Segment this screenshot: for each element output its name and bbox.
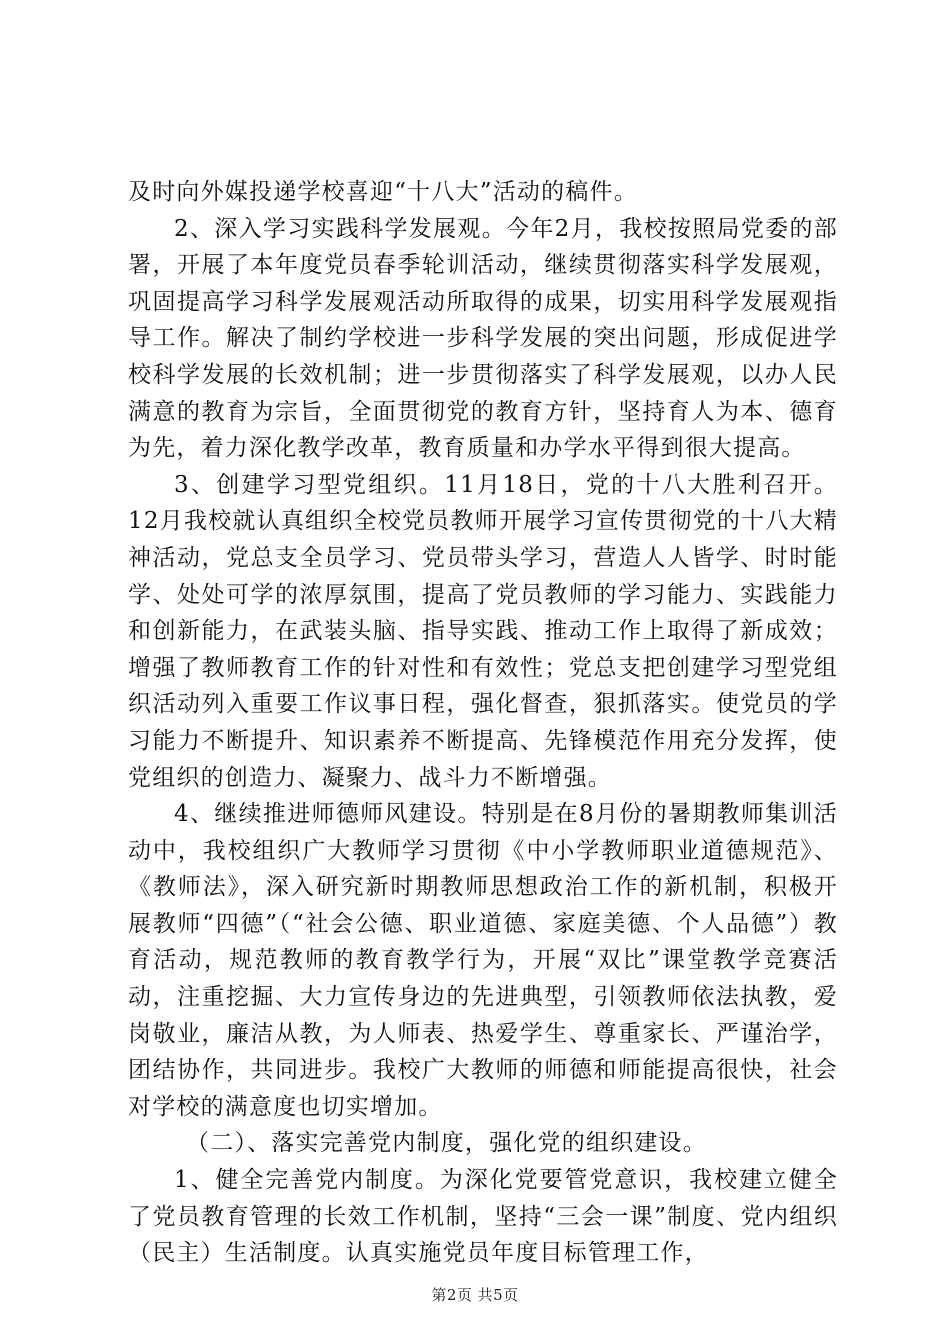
paragraph-continuation: 及时向外媒投递学校喜迎“十八大”活动的稿件。 <box>128 179 638 205</box>
paragraph-learning-party-org: 3、创建学习型党组织。11月18日，党的十八大胜利召开。12月我校就认真组织全校党员教师开展学习宣传贯彻党的十八大精神活动，党总支全员学习、党员带头学习，营造人人皆学、时时能学、处处可学的浓厚氛围，提高了党员教师的学习能力、实践能力和创新能力，在武装头脑、指导实践、推动工作上取得了新成效；增强了教师教育工作的针对性和有效性；党总支把创建学习型党组织活动列入重要工作议事日程，强化督查，狠抓落实。使党员的学习能力不断提升、知识素养不断提高、先锋模范作用充分发挥，使党组织的创造力、凝聚力、战斗力不断增强。 <box>128 471 838 791</box>
paragraph-teacher-ethics: 4、继续推进师德师风建设。特别是在8月份的暑期教师集训活动中，我校组织广大教师学习贯彻《中小学教师职业道德规范》、《教师法》，深入研究新时期教师思想政治工作的新机制，积极开展教师“四德”（“社会公德、职业道德、家庭美德、个人品德”）教育活动，规范教师的教育教学行为，开展“双比”课堂教学竞赛活动，注重挖掘、大力宣传身边的先进典型，引领教师依法执教，爱岗敬业，廉洁从教，为人师表、热爱学生、尊重家长、严谨治学，团结协作，共同进步。我校广大教师的师德和师能提高很快，社会对学校的满意度也切实增加。 <box>128 801 838 1120</box>
paragraph-party-system: 1、健全完善党内制度。为深化党要管党意识，我校建立健全了党员教育管理的长效工作机制，坚持“三会一课”制度、党内组织（民主）生活制度。认真实施党员年度目标管理工作， <box>128 1167 838 1267</box>
paragraph-science-development: 2、深入学习实践科学发展观。今年2月，我校按照局党委的部署，开展了本年度党员春季轮训活动，继续贯彻落实科学发展观，巩固提高学习科学发展观活动所取得的成果，切实用科学发展观指导工作。解决了制约学校进一步科学发展的突出问题，形成促进学校科学发展的长效机制；进一步贯彻落实了科学发展观，以办人民满意的教育为宗旨，全面贯彻党的教育方针，坚持育人为本、德育为先，着力深化教学改革，教育质量和办学水平得到很大提高。 <box>128 215 838 462</box>
page-number-footer: 第2页 共5页 <box>431 1286 519 1304</box>
section-heading-two: （二）、落实完善党内制度，强化党的组织建设。 <box>186 1130 707 1157</box>
document-body <box>128 174 838 1272</box>
